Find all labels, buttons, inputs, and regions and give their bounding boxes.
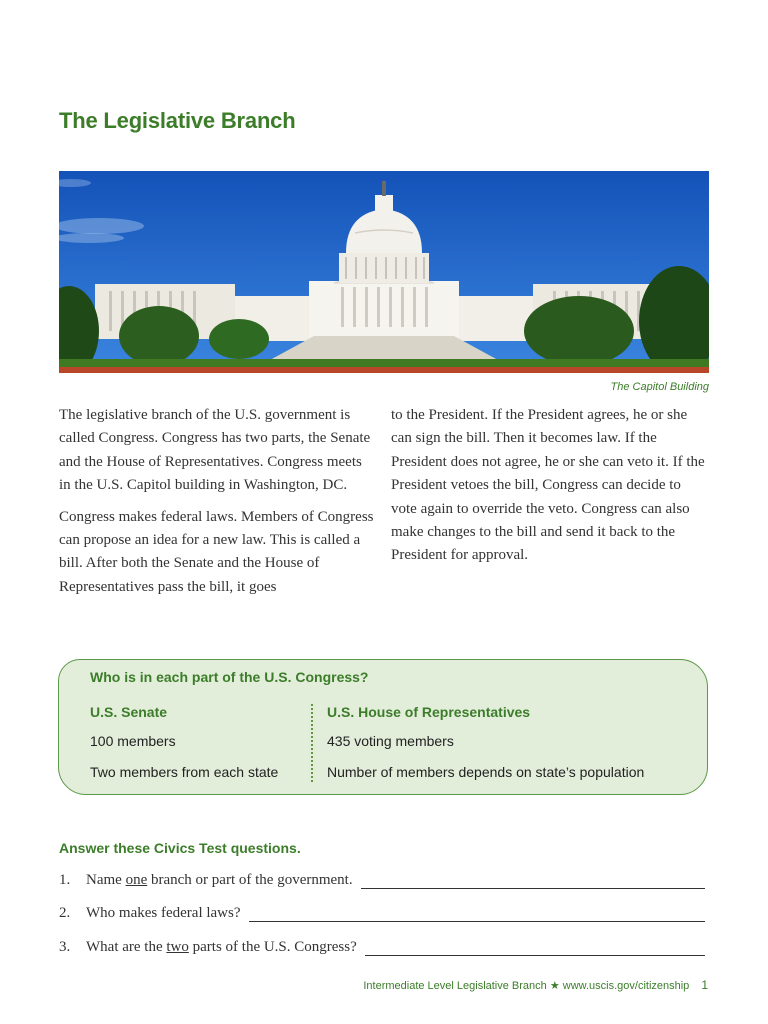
paragraph: The legislative branch of the U.S. government is called Congress. Congress has two parts, the Senate and the House of Representatives. Congress meets in the U.S. Capitol building in Washington, DC.	[59, 407, 371, 494]
footer-text: Intermediate Level Legislative Branch ★ www.uscis.gov/citizenship	[363, 980, 690, 992]
box-question: Who is in each part of the U.S. Congress?	[90, 669, 369, 685]
house-row: Number of members depends on state’s population	[327, 764, 645, 780]
answer-line[interactable]	[249, 907, 705, 922]
civics-question-1	[59, 872, 705, 889]
body-left-column	[59, 404, 377, 607]
question-text: Name one branch or part of the government.	[86, 872, 353, 888]
senate-heading: U.S. Senate	[90, 704, 168, 720]
page-footer	[363, 978, 708, 992]
civics-question-3	[59, 939, 705, 956]
capitol-photo	[59, 171, 709, 373]
page-title: The Legislative Branch	[59, 108, 296, 133]
page-number: 1	[701, 978, 708, 992]
senate-row: Two members from each state	[90, 764, 279, 780]
house-heading: U.S. House of Representatives	[327, 704, 531, 720]
body-right-column	[391, 404, 709, 576]
house-column	[327, 704, 644, 795]
question-number: 2.	[59, 905, 71, 921]
answer-line[interactable]	[365, 941, 705, 956]
paragraph: to the President. If the President agrees, he or she can sign the bill. Then it becomes law. If the President does not agree, he or she can veto it. If the President vetoes the bill, Congress can decide to vote again to override the veto. Congress can also make changes to the bill and send it back to the President for approval.	[391, 407, 705, 564]
question-text: What are the two parts of the U.S. Congress?	[86, 939, 357, 955]
question-text: Who makes federal laws?	[86, 905, 241, 921]
question-number: 3.	[59, 939, 71, 955]
senate-row: 100 members	[90, 733, 176, 749]
senate-column	[90, 704, 278, 795]
question-number: 1.	[59, 872, 71, 888]
photo-caption: The Capitol Building	[610, 381, 709, 393]
civics-heading: Answer these Civics Test questions.	[59, 840, 301, 856]
congress-info-box	[58, 659, 708, 795]
answer-line[interactable]	[361, 874, 705, 889]
house-row: 435 voting members	[327, 733, 454, 749]
civics-question-2	[59, 905, 705, 922]
paragraph: Congress makes federal laws. Members of Congress can propose an idea for a new law. This is called a bill. After both the Senate and the House of Representatives pass the bill, it goes	[59, 508, 374, 595]
column-divider	[311, 704, 313, 782]
